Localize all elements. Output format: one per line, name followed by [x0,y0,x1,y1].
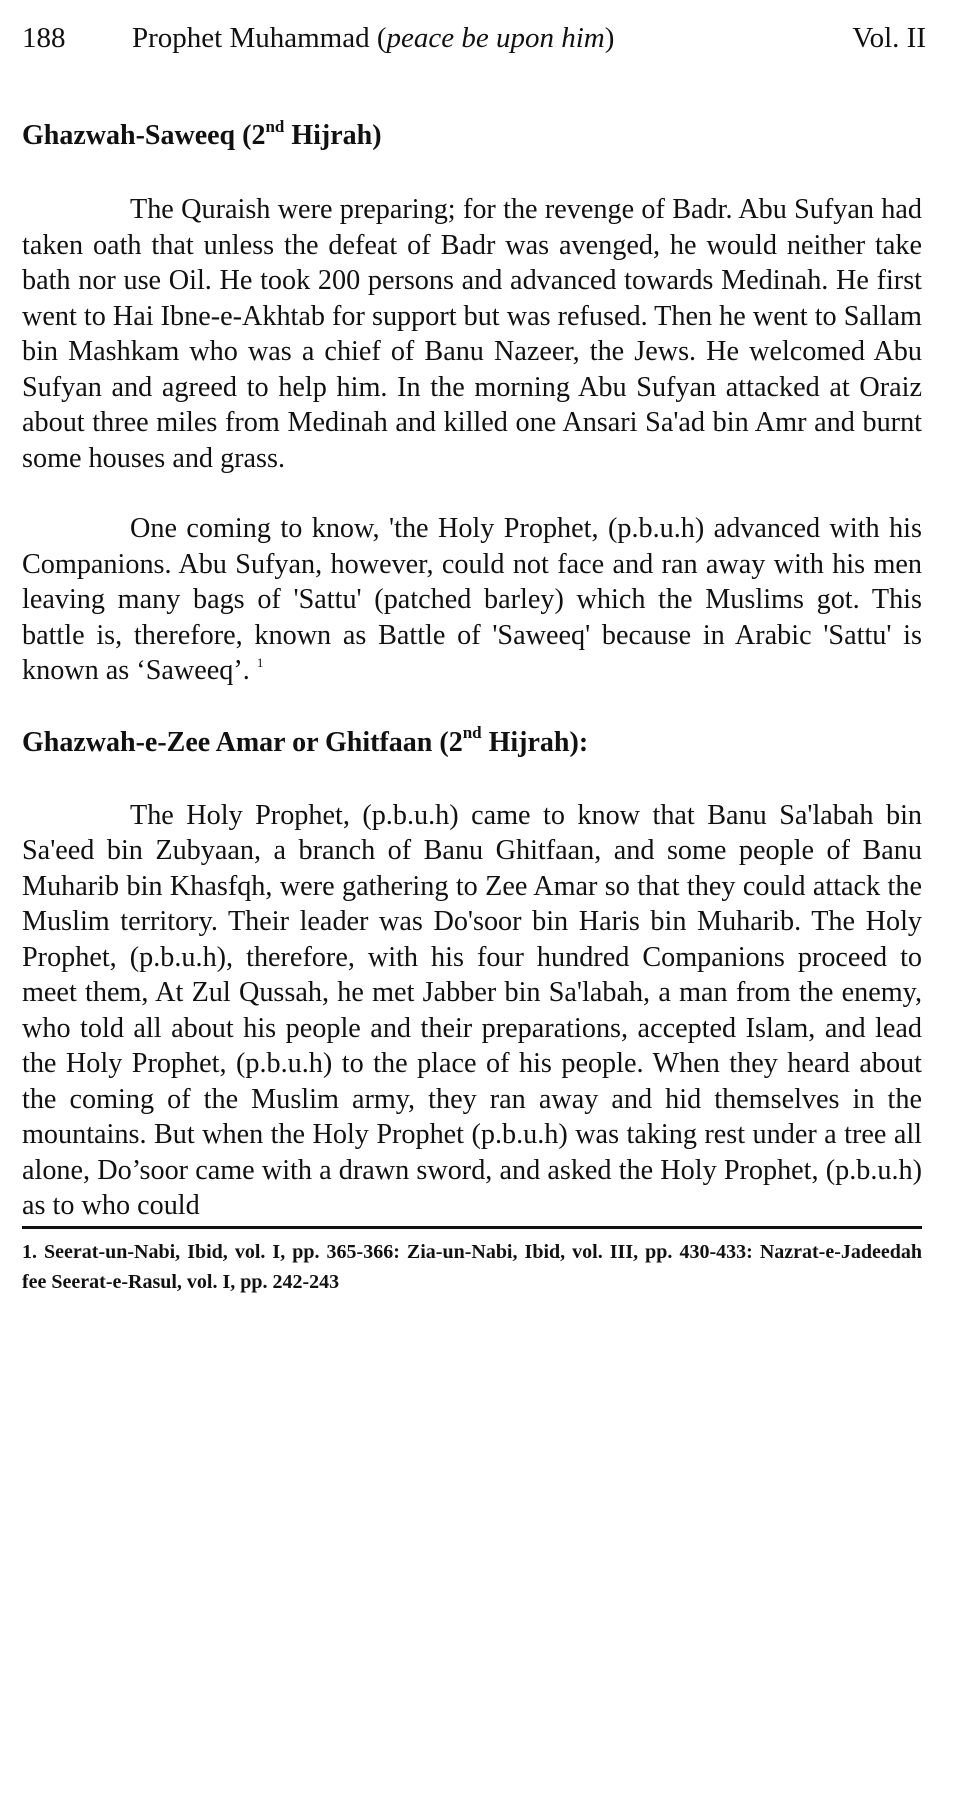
book-title-italic: peace be upon him [386,22,605,54]
paragraph [22,511,922,689]
section-heading-text: Hijrah): [481,726,589,758]
section-heading-text: Hijrah) [284,120,382,151]
book-title-prefix: Prophet Muhammad ( [132,22,387,54]
section-heading-text: Ghazwah-Saweeq (2 [22,120,266,151]
running-header [22,0,926,78]
book-title-suffix: ) [604,22,615,54]
section-heading-zee-amar [22,723,922,763]
footnote: 1. Seerat-un-Nabi, Ibid, vol. I, pp. 365-366: Zia-un-Nabi, Ibid, vol. III, pp. 430-433: Nazrat-e-Jadeedah fee Seerat-e-Rasul, vol. I, pp. 242-243 [22,1240,922,1293]
ordinal-suffix: nd [265,116,285,136]
section-heading-text: Ghazwah-e-Zee Amar or Ghitfaan (2 [22,726,463,758]
footnote-divider [22,1226,922,1229]
paragraph-text: One coming to know, 'the Holy Prophet, (p.b.u.h) advanced with his Companions. Abu Sufyan, however, could not face and ran away with his men leaving many bags of 'Sattu' (patched barley) which the Muslims got. This battle is, therefore, known as Battle of 'Saweeq' because in Arabic 'Sattu' is known as ‘Saweeq’. [22,513,922,686]
paragraph: The Holy Prophet, (p.b.u.h) came to know that Banu Sa'labah bin Sa'eed bin Zubyaan, a branch of Banu Ghitfaan, and some people of Banu Muharib bin Khasfqh, were gathering to Zee Amar so that they could attack the Muslim territory. Their leader was Do'soor bin Haris bin Muharib. The Holy Prophet, (p.b.u.h), therefore, with his four hundred Companions proceed to meet them, At Zul Qussah, he met Jabber bin Sa'labah, a man from the enemy, who told all about his people and their preparations, accepted Islam, and lead the Holy Prophet, (p.b.u.h) to the place of his people. When they heard about the coming of the Muslim army, they ran away and hid themselves in the mountains. But when the Holy Prophet (p.b.u.h) was taking rest under a tree all alone, Do’soor came with a drawn sword, and asked the Holy Prophet, (p.b.u.h) as to who could [22,799,922,1221]
book-title [132,18,614,58]
section-heading-saweeq [22,116,922,156]
page-number: 188 [22,22,66,54]
paragraph: The Quraish were preparing; for the revenge of Badr. Abu Sufyan had taken oath that unless the defeat of Badr was avenged, he would neither take bath nor use Oil. He took 200 persons and advanced towards Medinah. He first went to Hai Ibne-e-Akhtab for support but was refused. Then he went to Sallam bin Mashkam who was a chief of Banu Nazeer, the Jews. He welcomed Abu Sufyan and agreed to help him. In the morning Abu Sufyan attacked at Oraiz about three miles from Medinah and killed one Ansari Sa'ad bin Amr and burnt some houses and grass. [22,194,922,474]
volume-label: Vol. II [852,22,926,54]
footnote-reference: 1 [256,655,264,670]
book-page [22,0,926,1297]
ordinal-suffix: nd [462,723,482,743]
